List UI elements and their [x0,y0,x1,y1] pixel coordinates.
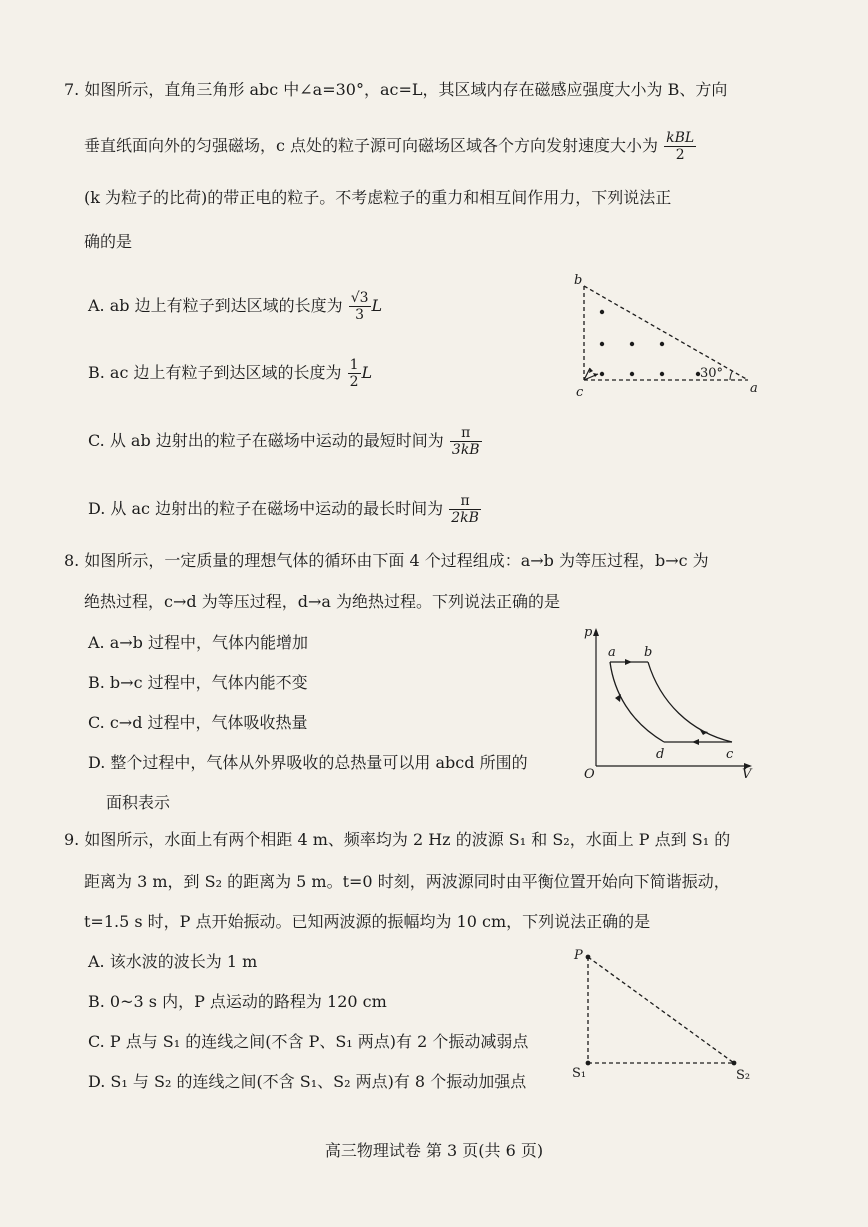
q9-label-s1: S₁ [572,1066,587,1081]
q7-line-3: (k 为粒子的比荷)的带正电的粒子。不考虑粒子的重力和相互间作用力，下列说法正 [84,188,672,207]
q7-option-d-numerator: π [449,493,481,510]
q9-option-d: D. S₁ 与 S₂ 的连线之间(不含 S₁、S₂ 两点)有 8 个振动加强点 [88,1072,527,1091]
q8-label-p: p [584,625,593,640]
q8-label-v: V [742,767,752,782]
q8-process-da [610,662,664,742]
q9-option-b: B. 0~3 s 内，P 点运动的路程为 120 cm [88,992,387,1011]
q7-option-a [88,290,382,323]
q7-edge-ab [584,286,748,380]
q9-edge-p-s2 [588,957,734,1063]
q8-arrow-bc-icon [700,730,708,735]
q8-p-axis-arrow-icon [593,628,599,636]
field-dot [660,372,664,376]
field-dot [660,342,664,346]
q8-arrow-ab-icon [625,659,632,665]
q7-option-b-text: B. ac 边上有粒子到达区域的长度为 [88,363,342,382]
q9-line-1: 9. 如图所示，水面上有两个相距 4 m、频率均为 2 Hz 的波源 S₁ 和 S₂，水面上 P 点到 S₁ 的 [64,830,731,849]
field-dot [600,372,604,376]
q7-label-b: b [574,273,583,288]
q8-label-a: a [608,645,616,660]
q7-option-c-denominator: 3kB [451,442,480,458]
q7-source-arrows-icon [584,368,598,380]
q7-option-a-text: A. ab 边上有粒子到达区域的长度为 [88,296,343,315]
q8-arrow-da-icon [615,694,621,702]
q8-label-d: d [656,747,665,762]
q9-option-a: A. 该水波的波长为 1 m [88,952,258,971]
q7-option-a-fraction [349,290,371,323]
q7-line-4: 确的是 [84,232,133,251]
q7-triangle-figure [560,270,770,400]
q7-label-a: a [750,381,758,396]
q8-option-a: A. a→b 过程中，气体内能增加 [88,633,309,652]
q7-line-2-text: 垂直纸面向外的匀强磁场，c 点处的粒子源可向磁场区域各个方向发射速度大小为 [84,136,659,155]
q7-speed-numerator: kBL [666,130,695,146]
q9-label-p: P [574,948,583,963]
q7-option-d [88,493,482,526]
q7-option-d-text: D. 从 ac 边射出的粒子在磁场中运动的最长时间为 [88,499,444,518]
q7-label-c: c [576,385,584,400]
q7-option-d-denominator: 2kB [451,510,479,526]
q7-speed-denominator: 2 [675,147,685,163]
q7-option-a-numerator: √3 [350,290,369,306]
q7-option-b-denominator: 2 [349,374,359,390]
q9-line-2: 距离为 3 m，到 S₂ 的距离为 5 m。t=0 时刻，两波源同时由平衡位置开始向下简谐振动， [84,872,730,891]
field-dot [630,342,634,346]
q7-option-d-fraction [449,493,481,526]
q8-arrow-cd-icon [692,739,699,745]
q7-option-b [88,357,372,390]
field-dot [600,310,604,314]
q7-speed-fraction [664,130,696,163]
q9-source-figure [570,945,760,1085]
q8-option-d-cont: 面积表示 [106,793,171,812]
q8-option-b: B. b→c 过程中，气体内能不变 [88,673,308,692]
q7-option-b-unit: L [361,363,373,382]
q9-point-s1 [586,1061,591,1066]
q8-label-c: c [726,747,734,762]
q7-angle-arc [730,371,733,380]
q7-option-c-fraction [450,425,482,458]
q9-line-3: t=1.5 s 时，P 点开始振动。已知两波源的振幅均为 10 cm，下列说法正确的是 [84,912,651,931]
q7-option-c [88,425,483,458]
q7-option-b-fraction [348,357,361,390]
q8-option-d: D. 整个过程中，气体从外界吸收的总热量可以用 abcd 所围的 [88,753,528,772]
q9-option-c: C. P 点与 S₁ 的连线之间(不含 P、S₁ 两点)有 2 个振动减弱点 [88,1032,529,1051]
field-dot [630,372,634,376]
q8-line-1: 8. 如图所示，一定质量的理想气体的循环由下面 4 个过程组成：a→b 为等压过程，b→c 为 [64,551,709,570]
q7-angle-label: 30° [700,366,724,381]
page-footer: 高三物理试卷 第 3 页(共 6 页) [324,1141,544,1160]
field-dot [600,342,604,346]
q7-field-dots [600,310,700,376]
q8-label-origin: O [584,767,595,782]
q7-line-2 [84,130,697,163]
q8-option-c: C. c→d 过程中，气体吸收热量 [88,713,308,732]
q7-option-a-unit: L [371,296,383,315]
q9-label-s2: S₂ [736,1068,751,1083]
q8-pv-diagram [580,622,760,782]
q7-option-b-numerator: 1 [349,357,359,373]
q7-option-a-denominator: 3 [355,307,365,323]
q8-line-2: 绝热过程，c→d 为等压过程，d→a 为绝热过程。下列说法正确的是 [84,592,560,611]
q9-point-s2 [732,1061,737,1066]
q8-label-b: b [644,645,653,660]
q7-line-1: 7. 如图所示，直角三角形 abc 中∠a=30°，ac=L，其区域内存在磁感应强度大小为 B、方向 [64,80,728,99]
q7-option-c-numerator: π [450,425,482,442]
q8-process-bc [648,662,732,742]
q7-option-c-text: C. 从 ab 边射出的粒子在磁场中运动的最短时间为 [88,431,444,450]
q9-point-p [586,955,591,960]
